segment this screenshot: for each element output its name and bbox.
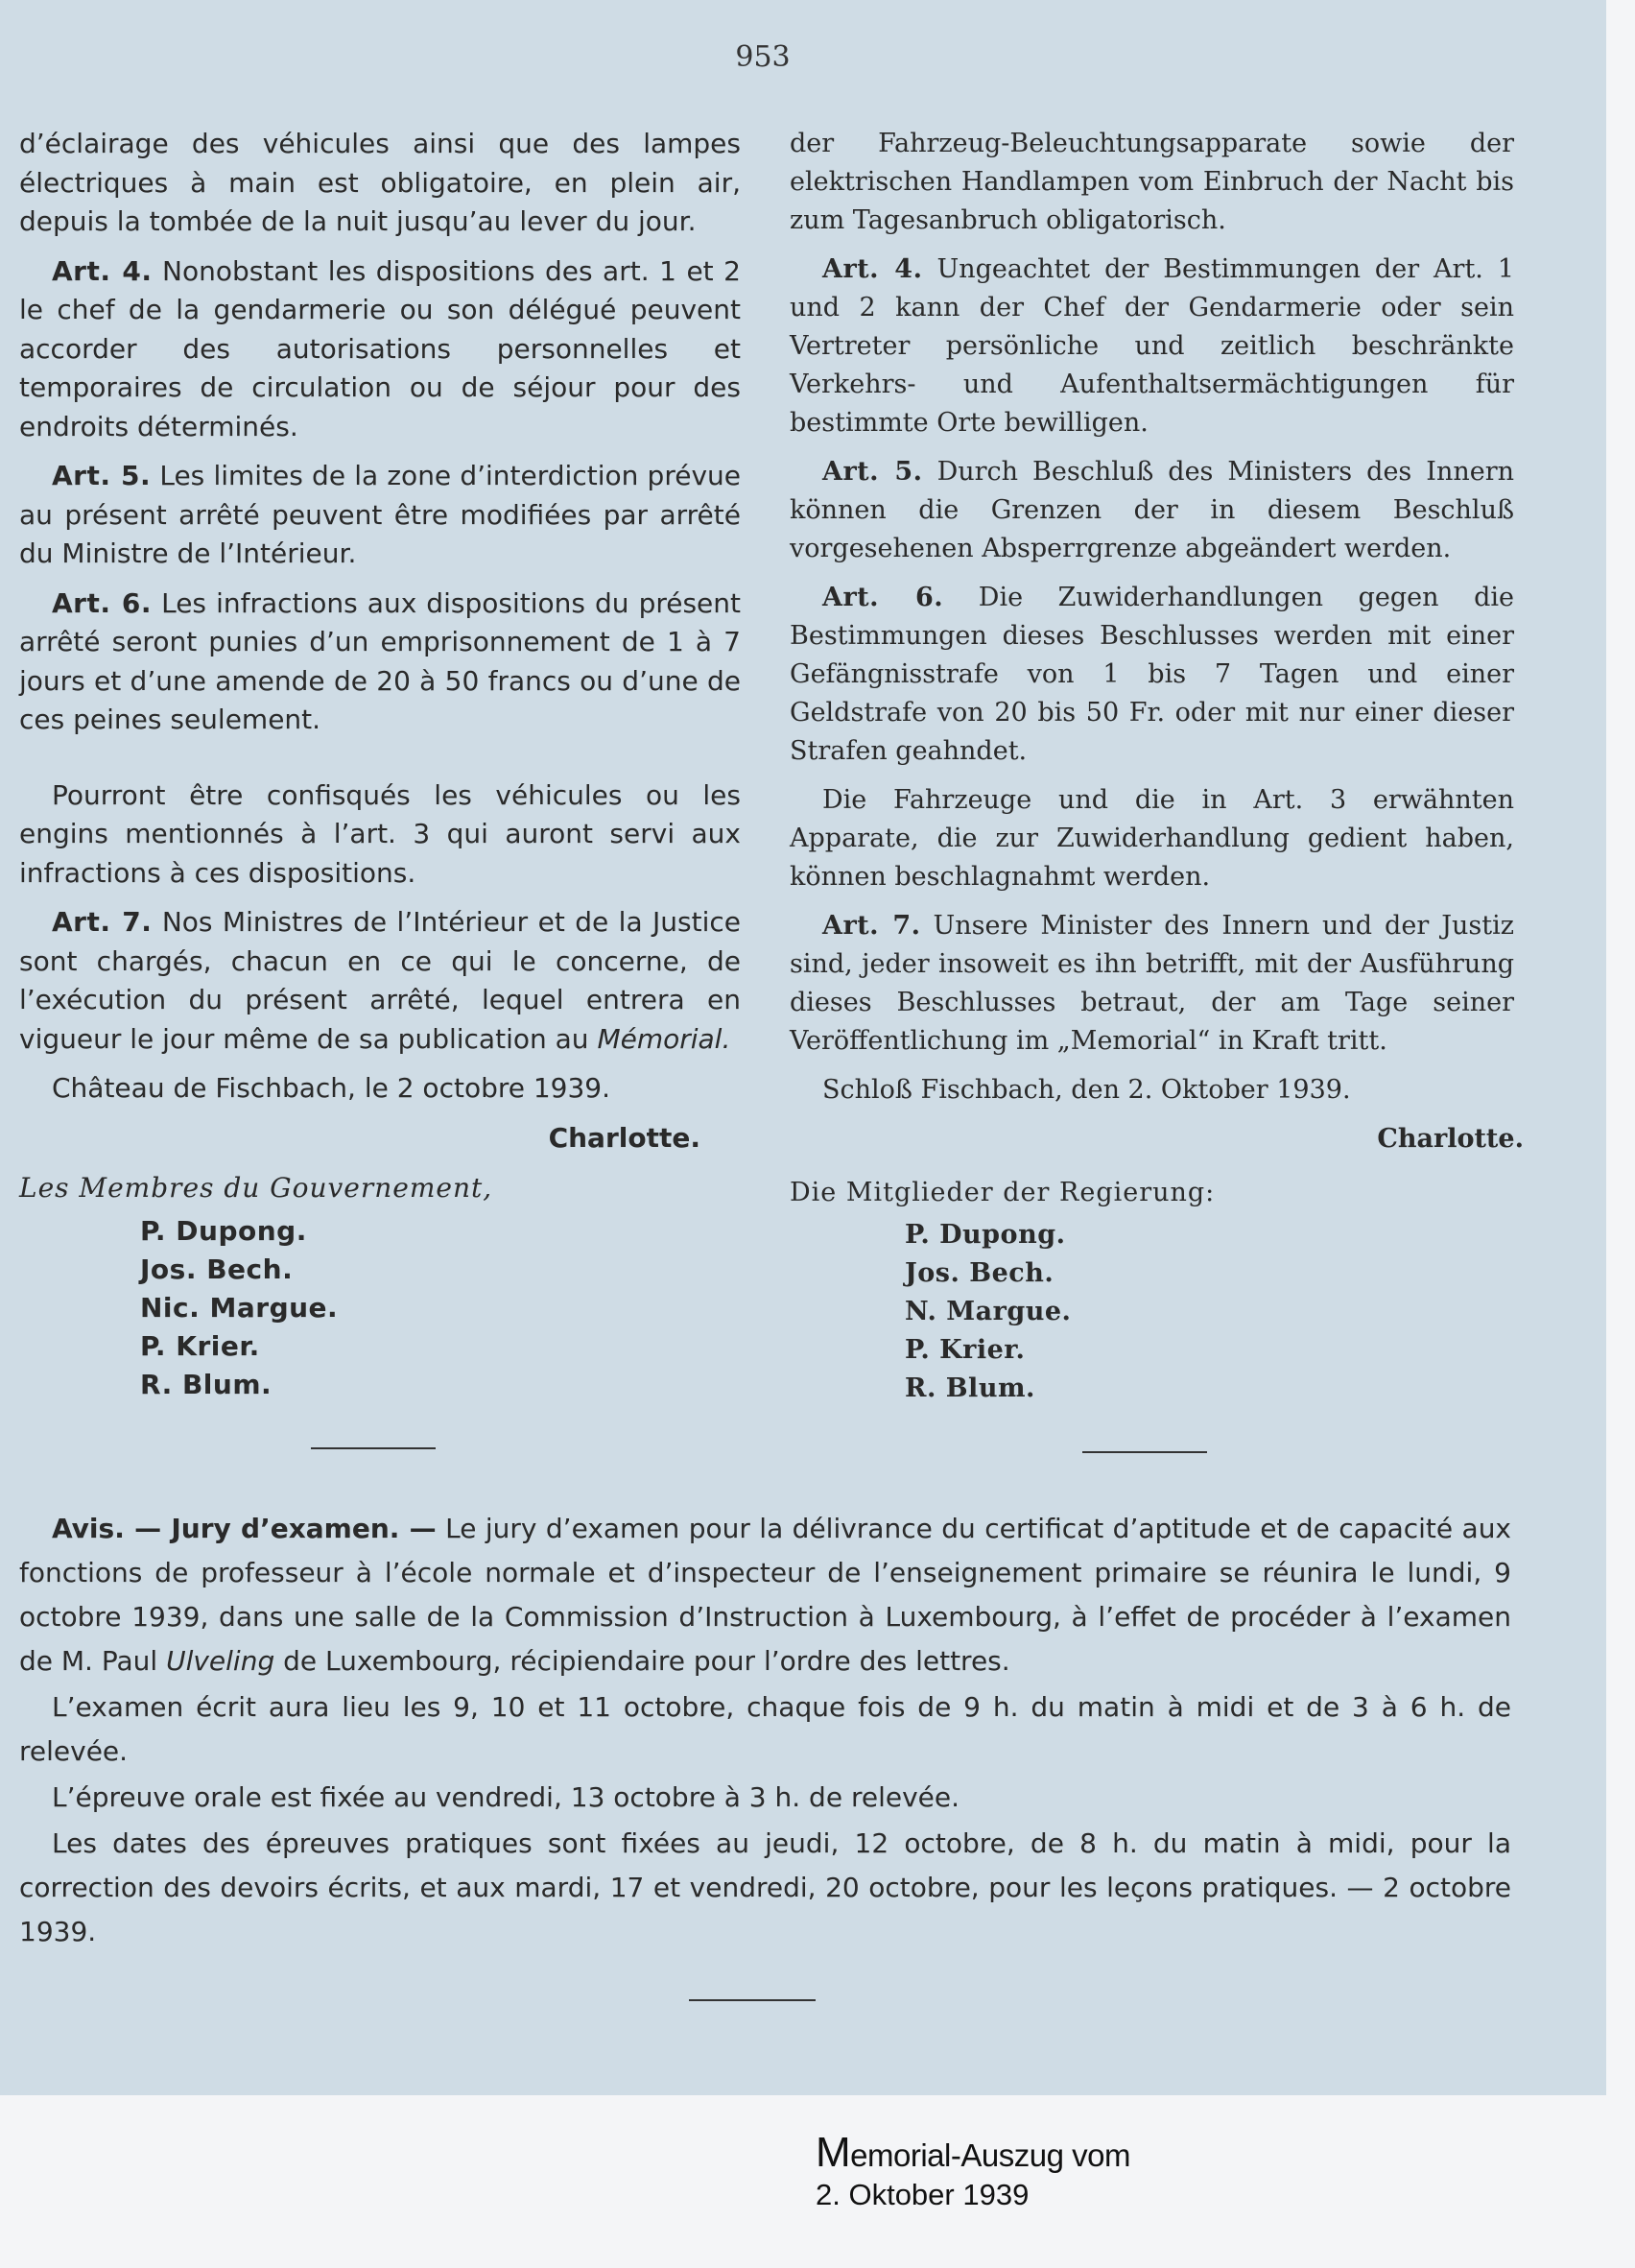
de-article-7 bbox=[790, 907, 1514, 1061]
notice-p1-b: de Luxembourg, récipiendaire pour l’ordre des lettres. bbox=[283, 1645, 1010, 1677]
de-art6-text: Die Zuwiderhandlungen gegen die Bestimmungen dieses Beschlusses werden mit einer Gefängnisstrafe von 1 bis 7 Tagen und einer Geldstrafe von 20 bis 50 Fr. oder mit nur einer dieser Strafen geahndet. bbox=[790, 583, 1514, 766]
caption-footer bbox=[816, 2129, 1130, 2214]
de-members-heading: Die Mitglieder der Regierung: bbox=[790, 1178, 1216, 1207]
de-art4-text: Ungeachtet der Bestimmungen der Art. 1 und 2 kann der Chef der Gendarmerie oder sein Vertreter persönliche und zeitlich beschränkte Verkehrs- und Aufenthaltsermächtigungen für bestimmte Orte bewilligen. bbox=[790, 254, 1514, 438]
de-art4-label: Art. 4. bbox=[822, 254, 923, 284]
notice-p1-a: Le jury d’examen pour la délivrance du certificat d’aptitude et de capacité aux fonctions de professeur à l’école normale et d’inspecteur de l’enseignement primaire se réunira le lundi, 9 octobre 1939, dans une salle de la Commission d’Instruction à Luxembourg, à l’effet de procéder à l’examen de M. Paul bbox=[19, 1513, 1512, 1677]
page-number: 953 bbox=[735, 40, 791, 74]
fr-art5-label: Art. 5. bbox=[52, 460, 152, 491]
de-art7-text: Unsere Minister des Innern und der Justiz sind, jeder insoweit es ihn betrifft, mit der Ausführung dieses Beschlusses betraut, der am Tage seiner Veröffentlichung im „Memorial“ in Kraft tritt. bbox=[790, 911, 1514, 1056]
fr-article-7 bbox=[19, 903, 741, 1059]
fr-members-heading: Les Membres du Gouvernement, bbox=[19, 1172, 493, 1204]
german-column bbox=[790, 125, 1524, 1408]
fr-members-list bbox=[19, 1212, 741, 1404]
fr-art7-label: Art. 7. bbox=[52, 906, 153, 938]
fr-member: Jos. Bech. bbox=[140, 1253, 294, 1285]
fr-article-6-para2: Pourront être confisqués les véhicules ou les engins mentionnés à l’art. 3 qui auront servi aux infractions à ces dispositions. bbox=[19, 778, 741, 889]
fr-member: P. Krier. bbox=[140, 1329, 260, 1362]
fr-art6-label: Art. 6. bbox=[52, 586, 153, 619]
fr-member: Nic. Margue. bbox=[140, 1291, 339, 1324]
de-article-6-para2: Die Fahrzeuge und die in Art. 3 erwähnten Apparate, die zur Zuwiderhandlung gedient haben, können beschlagnahmt werden. bbox=[790, 785, 1514, 892]
notice-paragraph-1 bbox=[19, 1507, 1511, 1683]
fr-section-divider bbox=[311, 1447, 436, 1449]
notice-paragraph-2: L’examen écrit aura lieu les 9, 10 et 11 octobre, chaque fois de 9 h. du matin à midi et de 3 à 6 h. de relevée. bbox=[19, 1691, 1511, 1767]
de-place-date: Schloß Fischbach, den 2. Oktober 1939. bbox=[822, 1075, 1351, 1105]
de-member: P. Dupong. bbox=[905, 1220, 1066, 1250]
de-paragraph-1: der Fahrzeug-Beleuchtungsapparate sowie der elektrischen Handlampen vom Einbruch der Nacht bis zum Tagesanbruch obligatorisch. bbox=[790, 129, 1514, 235]
de-signer: Charlotte. bbox=[1377, 1124, 1524, 1154]
notice-candidate-name: Ulveling bbox=[166, 1645, 275, 1677]
fr-art5-text: Les limites de la zone d’interdiction prévue au présent arrêté peuvent être modifiées par arrêté du Ministre de l’Intérieur. bbox=[19, 460, 741, 569]
fr-paragraph-1: d’éclairage des véhicules ainsi que des lampes électriques à main est obligatoire, en plein air, depuis la tombée de la nuit jusqu’au lever du jour. bbox=[19, 128, 741, 237]
caption-initial: M bbox=[816, 2129, 851, 2176]
de-member: Jos. Bech. bbox=[905, 1258, 1054, 1288]
de-art7-label: Art. 7. bbox=[822, 911, 921, 941]
de-member: R. Blum. bbox=[905, 1373, 1035, 1403]
fr-article-6 bbox=[19, 585, 741, 740]
de-article-4 bbox=[790, 251, 1514, 442]
de-member: N. Margue. bbox=[905, 1297, 1072, 1326]
notice-paragraph-3: L’épreuve orale est fixée au vendredi, 13 octobre à 3 h. de relevée. bbox=[52, 1781, 960, 1813]
french-column bbox=[19, 125, 741, 1404]
fr-art7-memorial: Mémorial. bbox=[597, 1022, 731, 1055]
de-art5-label: Art. 5. bbox=[822, 457, 923, 487]
caption-line-2: 2. Oktober 1939 bbox=[816, 2178, 1030, 2211]
fr-art6-text: Les infractions aux dispositions du présent arrêté seront punies d’un emprisonnement de 1 à 7 jours et d’une amende de 20 à 50 francs ou d’une de ces peines seulement. bbox=[19, 586, 741, 735]
notice-paragraph-4: Les dates des épreuves pratiques sont fixées au jeudi, 12 octobre, de 8 h. du matin à midi, pour la correction des devoirs écrits, et aux mardi, 17 et vendredi, 20 octobre, pour les leçons pratiques. — 2 octobre 1939. bbox=[19, 1827, 1511, 1947]
de-art6-label: Art. 6. bbox=[822, 583, 944, 612]
caption-line-1-rest: emorial-Auszug vom bbox=[850, 2137, 1130, 2173]
fr-art7-text: Nos Ministres de l’Intérieur et de la Justice sont chargés, chacun en ce qui le concerne, de l’exécution du présent arrêté, lequel entrera en vigueur le jour même de sa publication au bbox=[19, 906, 742, 1055]
fr-art4-text: Nonobstant les dispositions des art. 1 et 2 le chef de la gendarmerie ou son délégué peuvent accorder des autorisations personnelles et temporaires de circulation ou de séjour pour des endroits déterminés. bbox=[19, 254, 741, 442]
jury-notice bbox=[19, 1507, 1511, 1956]
de-article-6 bbox=[790, 579, 1514, 771]
notice-end-divider bbox=[689, 1999, 816, 2001]
caption-line-1 bbox=[816, 2129, 1130, 2176]
fr-article-5 bbox=[19, 457, 741, 574]
fr-article-4 bbox=[19, 252, 741, 447]
de-members-list bbox=[790, 1216, 1514, 1408]
de-art5-text: Durch Beschluß des Ministers des Innern können die Grenzen der in diesem Beschluß vorgesehenen Absperrgrenze abgeändert werden. bbox=[790, 457, 1514, 563]
de-section-divider bbox=[1082, 1451, 1207, 1453]
notice-heading: Avis. — Jury d’examen. — bbox=[52, 1513, 437, 1544]
fr-signer: Charlotte. bbox=[548, 1121, 700, 1154]
de-article-5 bbox=[790, 453, 1514, 568]
fr-place-date: Château de Fischbach, le 2 octobre 1939. bbox=[52, 1072, 611, 1104]
de-member: P. Krier. bbox=[905, 1335, 1026, 1365]
fr-art4-label: Art. 4. bbox=[52, 254, 153, 287]
fr-member: R. Blum. bbox=[140, 1368, 272, 1400]
fr-member: P. Dupong. bbox=[140, 1214, 307, 1247]
